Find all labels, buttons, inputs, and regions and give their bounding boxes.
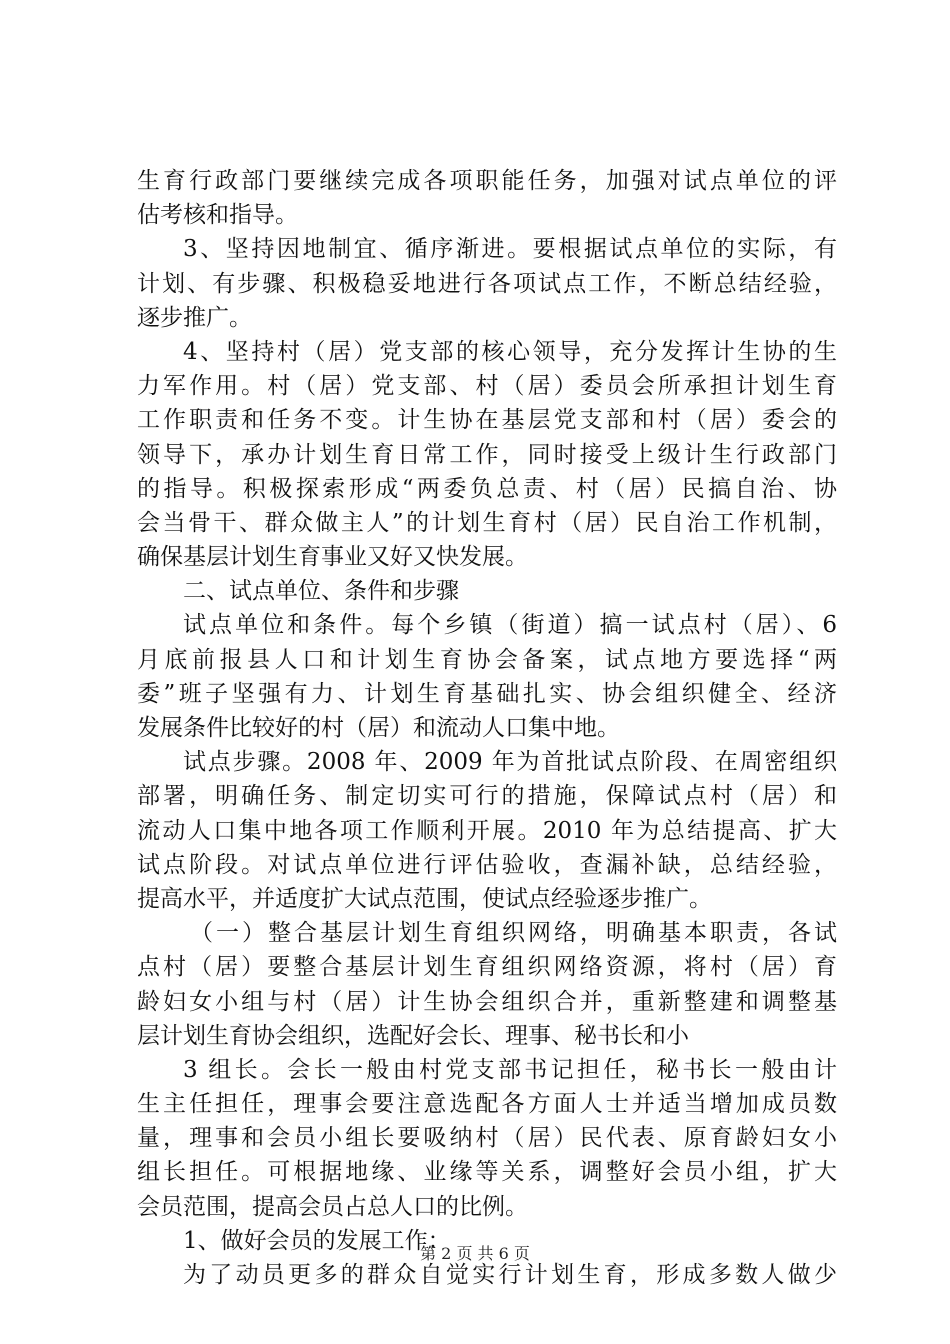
text-line: 量，理事和会员小组长要吸纳村（居）民代表、原育龄妇女小 xyxy=(137,1125,837,1152)
text-line: 领导下，承办计划生育日常工作，同时接受上级计生行政部门 xyxy=(137,441,837,468)
text-line: 3、坚持因地制宜、循序渐进。要根据试点单位的实际，有 xyxy=(183,236,837,263)
page-number-footer: 第 2 页 共 6 页 xyxy=(420,1244,530,1263)
section-heading: 二、试点单位、条件和步骤 xyxy=(183,578,459,605)
text-line: 确保基层计划生育事业又好又快发展。 xyxy=(137,544,528,571)
text-line: 逐步推广。 xyxy=(137,304,252,331)
text-line: （一）整合基层计划生育组织网络，明确基本职责，各试 xyxy=(190,920,837,947)
text-line: 月底前报县人口和计划生育协会备案，试点地方要选择“两 xyxy=(137,646,837,673)
text-line: 试点步骤。2008 年、2009 年为首批试点阶段、在周密组织 xyxy=(183,749,837,776)
text-line: 工作职责和任务不变。计生协在基层党支部和村（居）委会的 xyxy=(137,407,837,434)
text-line: 试点单位和条件。每个乡镇（街道）搞一试点村（居）、6 xyxy=(183,612,837,639)
text-line: 发展条件比较好的村（居）和流动人口集中地。 xyxy=(137,715,620,741)
text-line: 层计划生育协会组织，选配好会长、理事、秘书长和小 xyxy=(137,1022,689,1049)
text-line: 试点阶段。对试点单位进行评估验收，查漏补缺，总结经验， xyxy=(137,851,837,878)
subsection-heading: 1、做好会员的发展工作： xyxy=(183,1227,451,1254)
text-line: 会当骨干、群众做主人”的计划生育村（居）民自治工作机制， xyxy=(137,509,837,536)
text-line: 生主任担任，理事会要注意选配各方面人士并适当增加成员数 xyxy=(137,1091,837,1118)
text-line: 会员范围，提高会员占总人口的比例。 xyxy=(137,1193,528,1220)
text-line: 点村（居）要整合基层计划生育组织网络资源，将村（居）育 xyxy=(137,954,837,981)
text-line: 部署，明确任务、制定切实可行的措施，保障试点村（居）和 xyxy=(137,783,837,810)
text-line: 流动人口集中地各项工作顺利开展。2010 年为总结提高、扩大 xyxy=(137,817,837,844)
text-line: 组长担任。可根据地缘、业缘等关系，调整好会员小组，扩大 xyxy=(137,1159,837,1186)
text-line: 的指导。积极探索形成“两委负总责、村（居）民搞自治、协 xyxy=(137,475,837,502)
text-line: 估考核和指导。 xyxy=(137,202,298,229)
text-line: 提高水平，并适度扩大试点范围，使试点经验逐步推广。 xyxy=(137,885,712,912)
text-line: 委”班子坚强有力、计划生育基础扎实、协会组织健全、经济 xyxy=(137,680,837,707)
text-line: 4、坚持村（居）党支部的核心领导，充分发挥计生协的生 xyxy=(183,338,837,365)
text-line: 龄妇女小组与村（居）计生协会组织合并，重新整建和调整基 xyxy=(137,988,837,1015)
text-line: 3 组长。会长一般由村党支部书记担任，秘书长一般由计 xyxy=(183,1056,837,1083)
text-line: 计划、有步骤、积极稳妥地进行各项试点工作，不断总结经验， xyxy=(137,270,837,297)
text-line: 生育行政部门要继续完成各项职能任务，加强对试点单位的评 xyxy=(137,168,837,194)
text-line: 为了动员更多的群众自觉实行计划生育，形成多数人做少 xyxy=(183,1262,837,1288)
text-line: 力军作用。村（居）党支部、村（居）委员会所承担计划生育 xyxy=(137,373,837,400)
document-body xyxy=(137,164,837,1292)
